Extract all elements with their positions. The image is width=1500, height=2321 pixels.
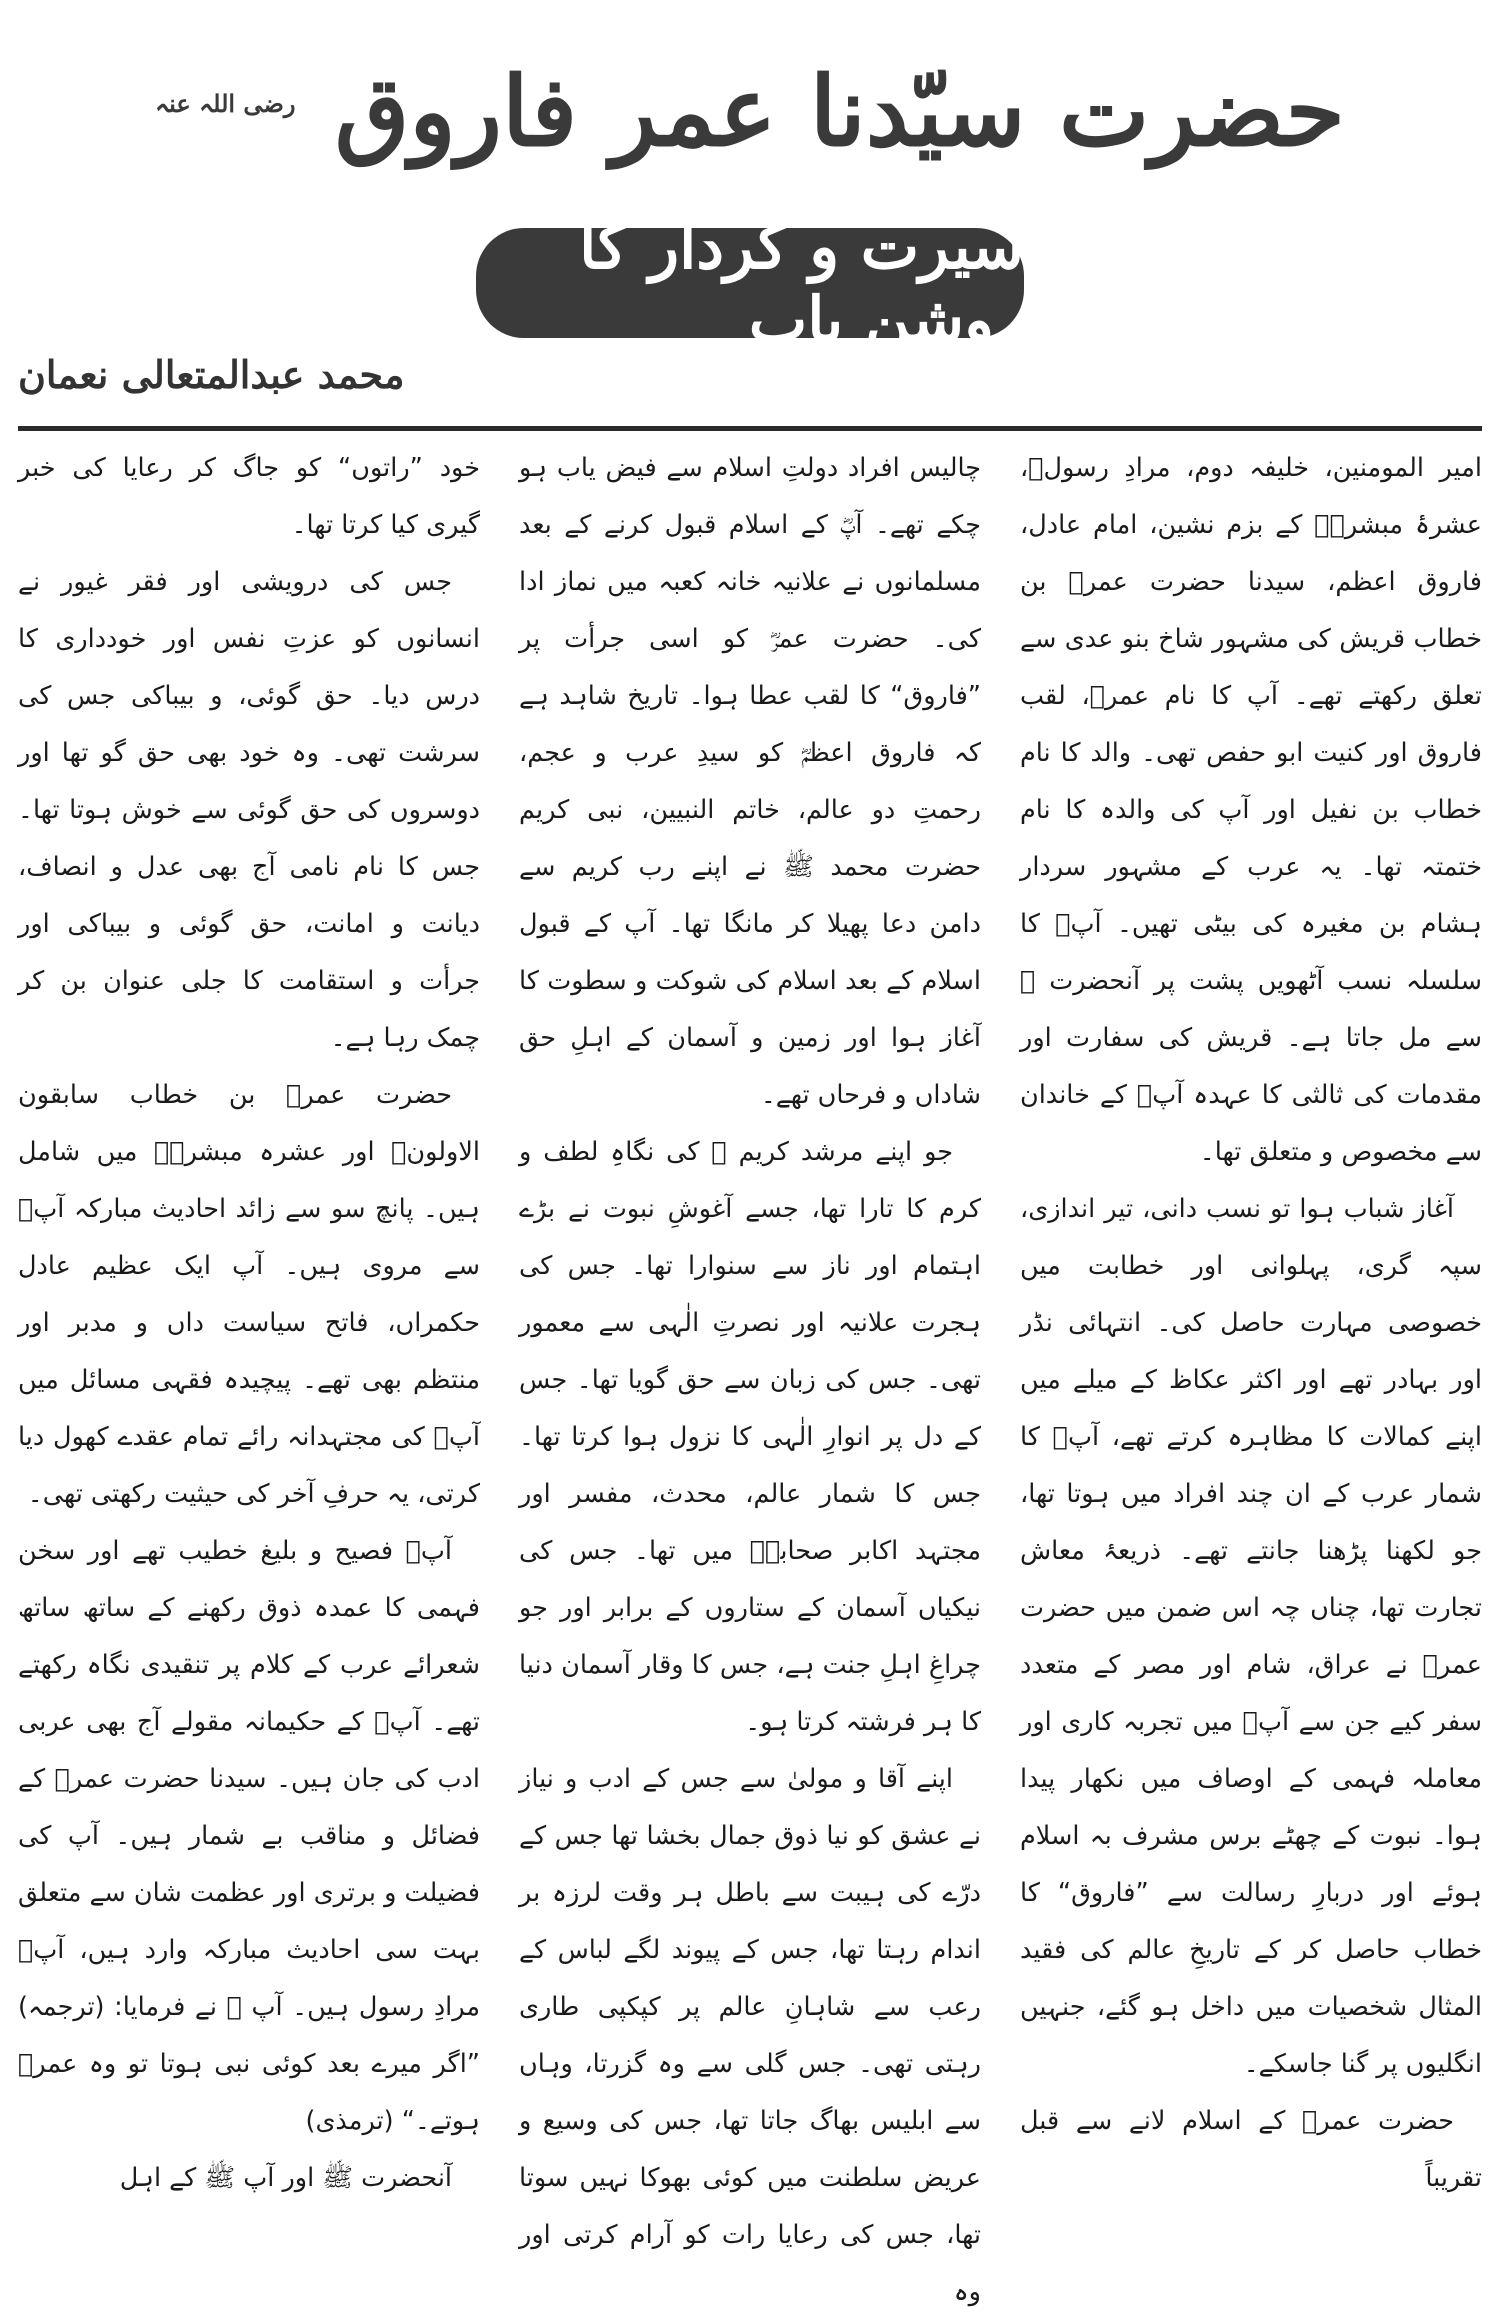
article-body bbox=[18, 440, 1482, 2307]
paragraph: حضرت عمرؓ بن خطاب سابقون الاولونؓ اور عشرہ مبشرہؓ میں شامل ہیں۔ پانچ سو سے زائد احادیث مبارکہ آپؓ سے مروی ہیں۔ آپ ایک عظیم عادل حکمراں، فاتح سیاست داں و مدبر اور منتظم بھی تھے۔ پیچیدہ فقہی مسائل میں آپؓ کی مجتہدانہ رائے تمام عقدے کھول دیا کرتی، یہ حرفِ آخر کی حیثیت رکھتی تھی۔ bbox=[18, 1080, 480, 1509]
header-divider bbox=[18, 426, 1482, 431]
title-text: حضرت سیّدنا عمر فاروق bbox=[334, 55, 1345, 168]
subtitle-banner bbox=[476, 210, 1024, 356]
paragraph: حضرت عمرؓ کے اسلام لانے سے قبل تقریباً bbox=[1020, 2106, 1482, 2193]
paragraph: اپنے آقا و مولیٰ سے جس کے ادب و نیاز نے عشق کو نیا ذوق جمال بخشا تھا جس کے درّے کی ہیبت سے باطل ہر وقت لرزہ بر اندام رہتا تھا، جس کے پیوند لگے لباس کے رعب سے شاہانِ عالم پر کپکپی طاری رہتی تھی۔ جس گلی سے وہ گزرتا، وہاں سے ابلیس بھاگ جاتا تھا، جس کی وسیع و عریض سلطنت میں کوئی بھوکا نہیں سوتا تھا، جس کی رعایا رات کو آرام کرتی اور وہ bbox=[519, 1764, 981, 2307]
article-title bbox=[0, 55, 1500, 168]
paragraph: آغاز شباب ہوا تو نسب دانی، تیر اندازی، سپہ گری، پہلوانی اور خطابت میں خصوصی مہارت حاصل کی۔ انتہائی نڈر اور بہادر تھے اور اکثر عکاظ کے میلے میں اپنے کمالات کا مظاہرہ کرتے تھے، آپؓ کا شمار عرب کے ان چند افراد میں ہوتا تھا، جو لکھنا پڑھنا جانتے تھے۔ ذریعۂ معاش تجارت تھا، چناں چہ اس ضمن میں حضرت عمرؓ نے عراق، شام اور مصر کے متعدد سفر کیے جن سے آپؓ میں تجربہ کاری اور معاملہ فہمی کے اوصاف میں نکھار پیدا ہوا۔ نبوت کے چھٹے برس مشرف بہ اسلام ہوئے اور دربارِ رسالت سے ”فاروق“ کا خطاب حاصل کر کے تاریخِ عالم کی فقید المثال شخصیات میں داخل ہو گئے، جنہیں انگلیوں پر گنا جاسکے۔ bbox=[1020, 1194, 1482, 2079]
paragraph: آپؓ فصیح و بلیغ خطیب تھے اور سخن فہمی کا عمدہ ذوق رکھنے کے ساتھ ساتھ شعرائے عرب کے کلام پر تنقیدی نگاہ رکھتے تھے۔ آپؓ کے حکیمانہ مقولے آج بھی عربی ادب کی جان ہیں۔ سیدنا حضرت عمرؓ کے فضائل و مناقب بے شمار ہیں۔ آپ کی فضیلت و برتری اور عظمت شان سے متعلق بہت سی احادیث مبارکہ وارد ہیں، آپؓ مرادِ رسول ہیں۔ آپ ﷺ نے فرمایا: (ترجمہ) ”اگر میرے بعد کوئی نبی ہوتا تو وہ عمرؓ ہوتے۔“ (ترمذی) bbox=[18, 1536, 480, 2136]
column-middle bbox=[519, 440, 981, 2307]
paragraph: جو اپنے مرشد کریم ﷺ کی نگاہِ لطف و کرم کا تارا تھا، جسے آغوشِ نبوت نے بڑے اہتمام اور ناز سے سنوارا تھا۔ جس کی ہجرت علانیہ اور نصرتِ الٰہی سے معمور تھی۔ جس کی زبان سے حق گویا تھا۔ جس کے دل پر انوارِ الٰہی کا نزول ہوا کرتا تھا۔ جس کا شمار عالم، محدث، مفسر اور مجتہد اکابر صحابہؓ میں تھا۔ جس کی نیکیاں آسمان کے ستاروں کے برابر اور جو چراغِ اہلِ جنت ہے، جس کا وقار آسمان دنیا کا ہر فرشتہ کرتا ہو۔ bbox=[519, 1137, 981, 1737]
paragraph: جس کی درویشی اور فقر غیور نے انسانوں کو عزتِ نفس اور خودداری کا درس دیا۔ حق گوئی، و بیباکی جس کی سرشت تھی۔ وہ خود بھی حق گو تھا اور دوسروں کی حق گوئی سے خوش ہوتا تھا۔ جس کا نام نامی آج بھی عدل و انصاف، دیانت و امانت، حق گوئی و بیباکی اور جرأت و استقامت کا جلی عنوان بن کر چمک رہا ہے۔ bbox=[18, 567, 480, 1053]
subtitle-text: سیرت و کردار کا روشن باب bbox=[579, 210, 1024, 356]
column-right bbox=[1020, 440, 1482, 2193]
paragraph: خود ”راتوں“ کو جاگ کر رعایا کی خبر گیری کیا کرتا تھا۔ bbox=[18, 453, 480, 540]
column-left bbox=[18, 440, 480, 2193]
paragraph: آنحضرت ﷺ اور آپ ﷺ کے اہل bbox=[119, 2163, 452, 2193]
author-byline: محمد عبدالمتعالی نعمان bbox=[18, 352, 405, 397]
paragraph: امیر المومنین، خلیفہ دوم، مرادِ رسولؐ، عشرۂ مبشرہؓ کے بزم نشین، امام عادل، فاروق اعظم، سیدنا حضرت عمرؓ بن خطاب قریش کی مشہور شاخ بنو عدی سے تعلق رکھتے تھے۔ آپ کا نام عمرؓ، لقب فاروق اور کنیت ابو حفص تھی۔ والد کا نام خطاب بن نفیل اور آپ کی والدہ کا نام ختمتہ تھا۔ یہ عرب کے مشہور سردار ہشام بن مغیرہ کی بیٹی تھیں۔ آپؓ کا سلسلہ نسب آٹھویں پشت پر آنحضرت ﷺ سے مل جاتا ہے۔ قریش کی سفارت اور مقدمات کی ثالثی کا عہدہ آپؓ کے خاندان سے مخصوص و متعلق تھا۔ bbox=[1020, 453, 1482, 1167]
honorific-mark: رضی اللہ عنہ bbox=[155, 89, 296, 118]
paragraph: چالیس افراد دولتِ اسلام سے فیض یاب ہو چکے تھے۔ آپؓ کے اسلام قبول کرنے کے بعد مسلمانوں نے علانیہ خانہ کعبہ میں نماز ادا کی۔ حضرت عمرؓ کو اسی جرأت پر ”فاروق“ کا لقب عطا ہوا۔ تاریخ شاہد ہے کہ فاروق اعظمؓ کو سیدِ عرب و عجم، رحمتِ دو عالم، خاتم النبیین، نبی کریم حضرت محمد ﷺ نے اپنے رب کریم سے دامن دعا پھیلا کر مانگا تھا۔ آپ کے قبول اسلام کے بعد اسلام کی شوکت و سطوت کا آغاز ہوا اور زمین و آسمان کے اہلِ حق شاداں و فرحاں تھے۔ bbox=[519, 453, 981, 1110]
